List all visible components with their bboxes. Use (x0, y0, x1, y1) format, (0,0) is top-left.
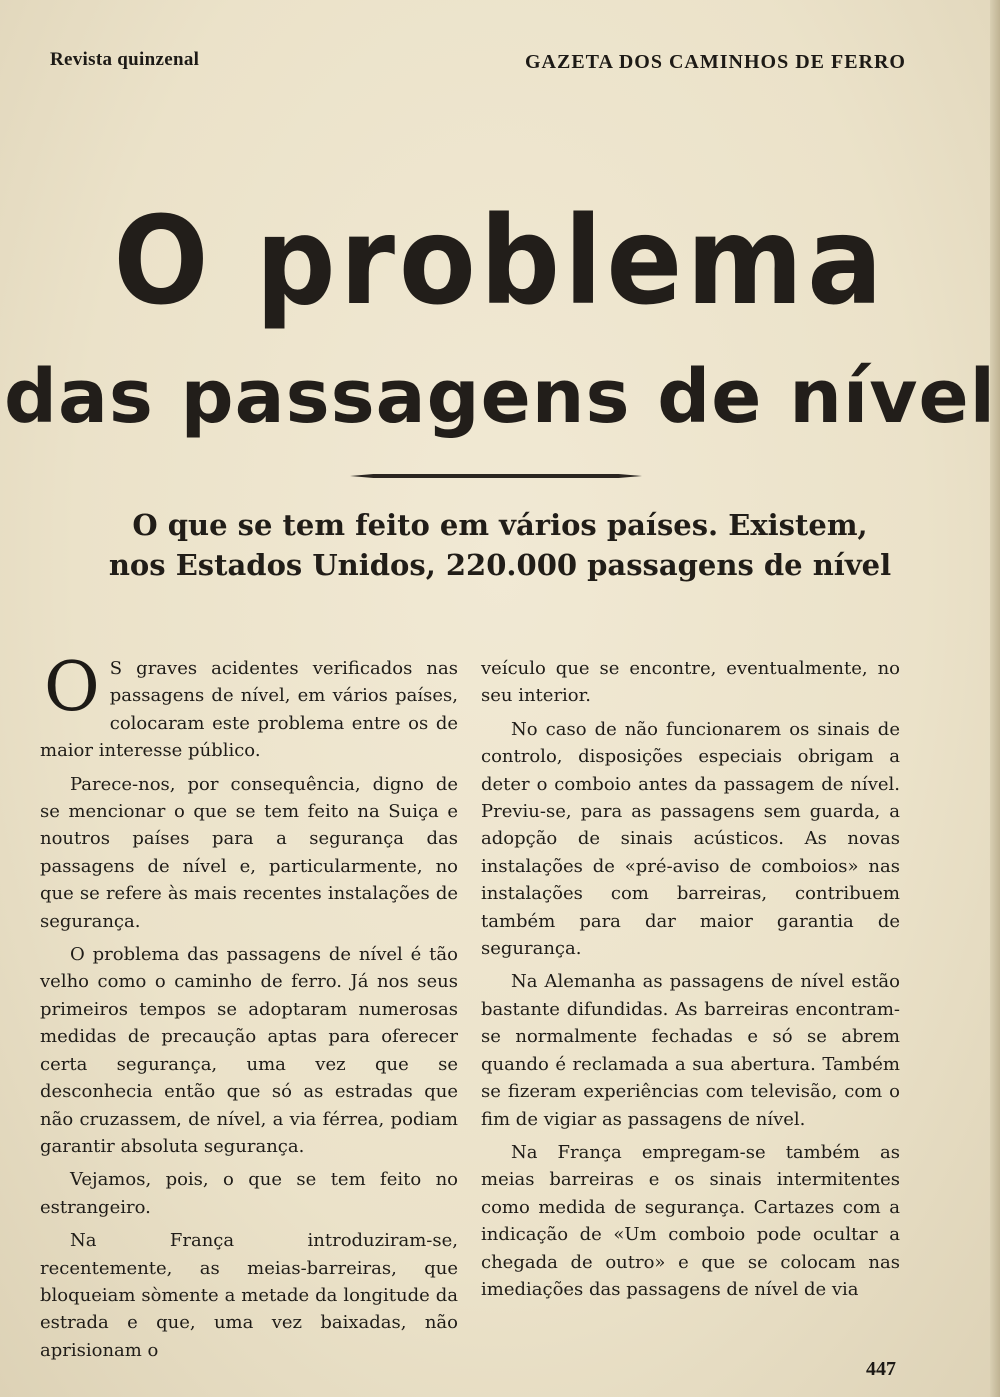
page-number: 447 (866, 1358, 896, 1380)
header-magazine-title: GAZETA DOS CAMINHOS DE FERRO (524, 51, 906, 73)
paragraph: Na França introduziram-se, recentemente, as meias-barreiras, que bloqueiam sòmente a metade da longitude da estrada e que, uma vez baixadas, não aprisionam o (40, 1230, 458, 1361)
title-divider (350, 474, 642, 478)
article-subtitle (100, 505, 900, 585)
article-column-right (481, 655, 900, 1309)
paragraph: Na França empregam-se também as meias barreiras e os sinais intermitentes como medida de segurança. Cartazes com a indicação de «Um comboio pode ocultar a chegada de outro» e que se colocam nas imediações das passagens de nível de via (481, 1141, 900, 1300)
subtitle-line-2: nos Estados Unidos, 220.000 passagens de nível (108, 548, 892, 582)
paragraph: O problema das passagens de nível é tão velho como o caminho de ferro. Já nos seus primeiros tempos se adoptaram numerosas medidas de precaução aptas para oferecer certa segurança, uma vez que se desconhecia então que só as estradas que não cruzassem, de nível, a via férrea, podiam garantir absoluta segurança. (40, 944, 458, 1157)
article-column-left (40, 648, 458, 1370)
drop-cap: O (44, 648, 100, 727)
paragraph: O S graves acidentes verificados nas passagens de nível, em vários países, colocaram este problema entre os de maior interesse público. (40, 648, 458, 762)
paragraph: Parece-nos, por consequência, digno de se mencionar o que se tem feito na Suiça e noutros países para a segurança das passagens de nível e, particularmente, no que se refere às mais recentes instalações de segurança. (40, 773, 458, 932)
paragraph: No caso de não funcionarem os sinais de controlo, disposições especiais obrigam a deter o comboio antes da passagem de nível. Previu-se, para as passagens sem guarda, a adopção de sinais acústicos. As novas instalações de «pré-aviso de comboios» nas instalações com barreiras, contribuem também para dar maior garantia de segurança. (481, 718, 900, 960)
paragraph: Na Alemanha as passagens de nível estão bastante difundidas. As barreiras encontram-se normalmente fechadas e só se abrem quando é reclamada a sua abertura. Também se fizeram experiências com televisão, com o fim de vigiar as passagens de nível. (481, 971, 900, 1130)
article-title-line-2: das passagens de nível (3, 354, 997, 440)
paragraph: Vejamos, pois, o que se tem feito no estrangeiro. (40, 1169, 458, 1218)
paragraph: veículo que se encontre, eventualmente, no seu interior. (481, 658, 900, 707)
article-title-line-1: O problema (113, 191, 887, 333)
header-publication-frequency: Revista quinzenal (50, 49, 200, 70)
subtitle-line-1: O que se tem feito em vários países. Existem, (132, 508, 868, 542)
